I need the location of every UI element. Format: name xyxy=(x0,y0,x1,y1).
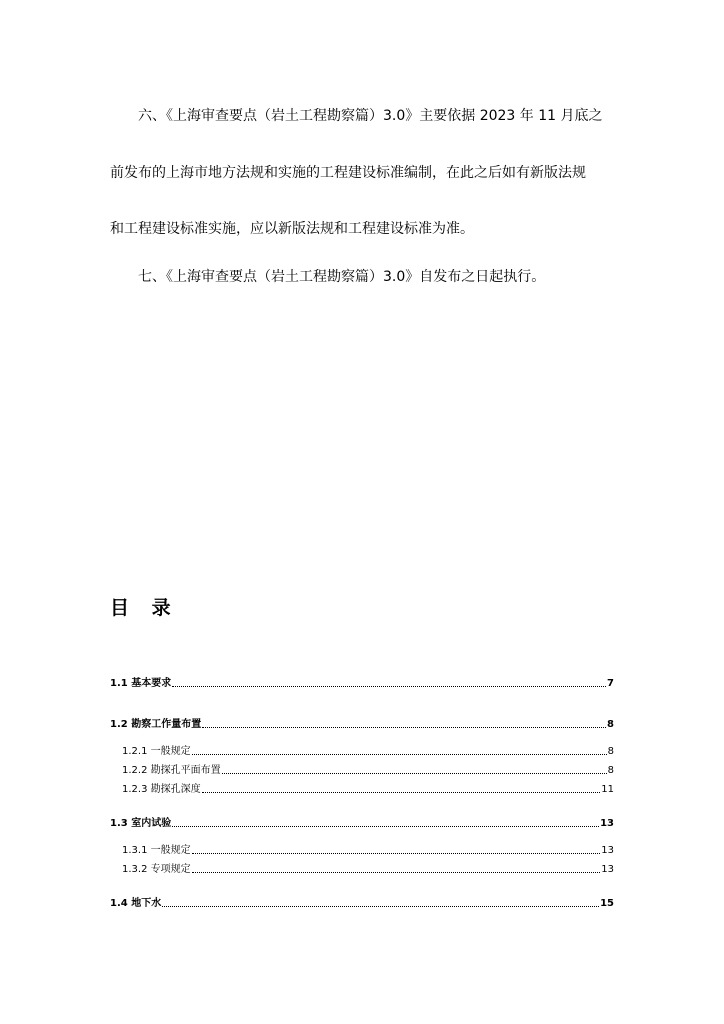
toc-leader-dots xyxy=(192,872,601,873)
toc-entry-page: 8 xyxy=(607,765,614,776)
toc-entry[interactable] xyxy=(110,678,614,690)
toc-leader-dots xyxy=(202,792,601,793)
toc-leader-dots xyxy=(192,853,601,854)
toc-entry[interactable] xyxy=(122,864,614,876)
toc-leader-dots xyxy=(192,754,607,755)
toc-leader-dots xyxy=(202,727,606,728)
toc-entry[interactable] xyxy=(122,765,614,777)
toc-entry-label: 1.3.1 一般规定 xyxy=(122,845,191,856)
toc-entry-page: 13 xyxy=(600,818,614,829)
toc-entry-label: 1.2.3 勘探孔深度 xyxy=(122,784,201,795)
toc-entry[interactable] xyxy=(110,719,614,731)
toc-leader-dots xyxy=(162,906,599,907)
toc-entry-label: 1.1 基本要求 xyxy=(110,678,172,689)
toc-entry-page: 7 xyxy=(607,678,614,689)
toc-entry-label: 1.2.1 一般规定 xyxy=(122,746,191,757)
toc-entry[interactable] xyxy=(122,845,614,857)
toc-title: 目 录 xyxy=(110,597,179,619)
toc-entry-page: 13 xyxy=(601,864,614,875)
toc-entry[interactable] xyxy=(122,746,614,758)
paragraph-item-six-line-1: 六、《上海审查要点（岩土工程勘察篇）3.0》主要依据 2023 年 11 月底之 xyxy=(138,108,603,124)
toc-entry-label: 1.3 室内试验 xyxy=(110,818,172,829)
paragraph-item-six-line-3: 和工程建设标准实施，应以新版法规和工程建设标准为准。 xyxy=(110,221,474,237)
toc-leader-dots xyxy=(222,773,607,774)
toc-entry-page: 15 xyxy=(600,898,614,909)
toc-entry-page: 8 xyxy=(607,719,614,730)
toc-entry-label: 1.2 勘察工作量布置 xyxy=(110,719,202,730)
paragraph-item-seven: 七、《上海审查要点（岩土工程勘察篇）3.0》自发布之日起执行。 xyxy=(138,269,546,285)
toc-entry-page: 8 xyxy=(607,746,614,757)
toc-entry-page: 13 xyxy=(601,845,614,856)
paragraph-item-six-line-2: 前发布的上海市地方法规和实施的工程建设标准编制，在此之后如有新版法规 xyxy=(110,165,586,181)
toc-leader-dots xyxy=(172,686,606,687)
toc-entry-page: 11 xyxy=(601,784,614,795)
toc-entry-label: 1.3.2 专项规定 xyxy=(122,864,191,875)
toc-entry[interactable] xyxy=(110,818,614,830)
toc-entry[interactable] xyxy=(122,784,614,796)
toc-entry-label: 1.4 地下水 xyxy=(110,898,162,909)
toc-entry[interactable] xyxy=(110,898,614,910)
toc-entry-label: 1.2.2 勘探孔平面布置 xyxy=(122,765,221,776)
toc-leader-dots xyxy=(172,826,599,827)
